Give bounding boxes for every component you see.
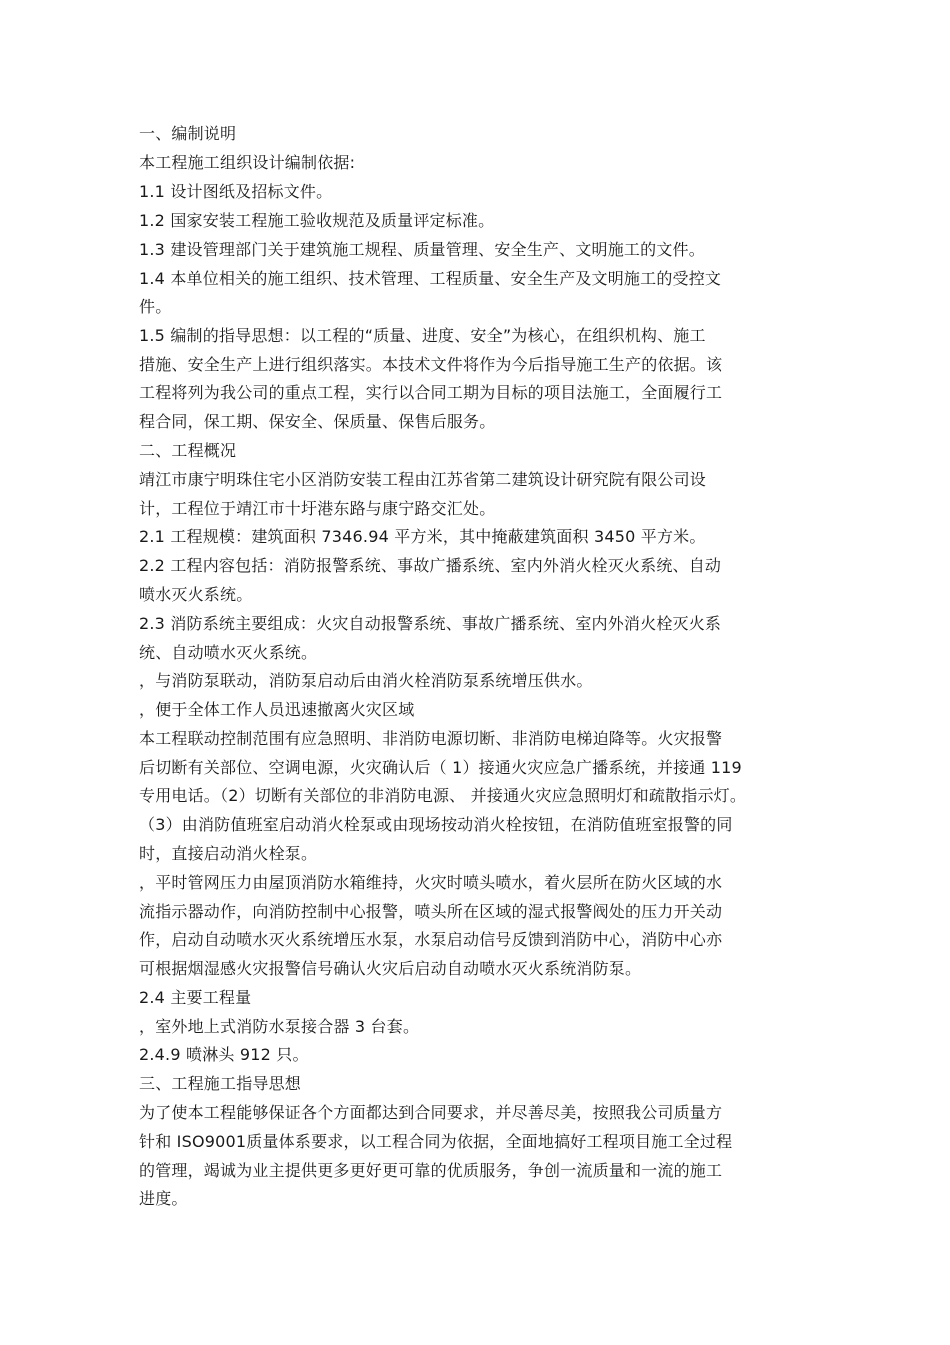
- paragraph-line: 2.3 消防系统主要组成：火灾自动报警系统、事故广播系统、室内外消火栓灭火系: [139, 614, 722, 633]
- paragraph-line: 1.1 设计图纸及招标文件。: [139, 182, 333, 201]
- paragraph-line: 作，启动自动喷水灭火系统增压水泵，水泵启动信号反馈到消防中心，消防中心亦: [139, 930, 723, 949]
- paragraph-line: 工程将列为我公司的重点工程，实行以合同工期为目标的项目法施工，全面履行工: [139, 383, 723, 402]
- paragraph-line: 本工程施工组织设计编制依据:: [139, 153, 356, 172]
- heading-main-quantities: 2.4 主要工程量: [139, 988, 252, 1007]
- paragraph-line: 件。: [139, 297, 172, 316]
- paragraph-line: ，室外地上式消防水泵接合器 3 台套。: [139, 1017, 420, 1036]
- heading-project-overview: 二、工程概况: [139, 441, 237, 460]
- paragraph-line: 后切断有关部位、空调电源，火灾确认后（ 1）接通火灾应急广播系统，并接通 119: [139, 758, 742, 777]
- paragraph-line: ，与消防泵联动，消防泵启动后由消火栓消防泵系统增压供水。: [139, 671, 593, 690]
- paragraph-line: 1.2 国家安装工程施工验收规范及质量评定标准。: [139, 211, 495, 230]
- paragraph-line: 1.4 本单位相关的施工组织、技术管理、工程质量、安全生产及文明施工的受控文: [139, 269, 722, 288]
- paragraph-line: 1.3 建设管理部门关于建筑施工规程、质量管理、安全生产、文明施工的文件。: [139, 240, 705, 259]
- paragraph-line: 的管理，竭诚为业主提供更多更好更可靠的优质服务，争创一流质量和一流的施工: [139, 1161, 723, 1180]
- paragraph-line: 措施、安全生产上进行组织落实。本技术文件将作为今后指导施工生产的依据。该: [139, 355, 723, 374]
- paragraph-line: 为了使本工程能够保证各个方面都达到合同要求，并尽善尽美，按照我公司质量方: [139, 1103, 723, 1122]
- paragraph-line: ，平时管网压力由屋顶消防水箱维持，火灾时喷头喷水，着火层所在防火区域的水: [139, 873, 723, 892]
- paragraph-line: 专用电话。（2）切断有关部位的非消防电源、 并接通火灾应急照明灯和疏散指示灯。: [139, 786, 747, 805]
- paragraph-line: 进度。: [139, 1189, 188, 1208]
- paragraph-line: ，便于全体工作人员迅速撤离火灾区域: [139, 700, 415, 719]
- paragraph-line: 2.1 工程规模：建筑面积 7346.94 平方米，其中掩蔽建筑面积 3450 平方米。: [139, 527, 706, 546]
- paragraph-line: 本工程联动控制范围有应急照明、非消防电源切断、非消防电梯迫降等。火灾报警: [139, 729, 723, 748]
- paragraph-line: 2.4.9 喷淋头 912 只。: [139, 1045, 309, 1064]
- paragraph-line: 针和 ISO9001质量体系要求，以工程合同为依据，全面地搞好工程项目施工全过程: [139, 1132, 733, 1151]
- paragraph-line: 流指示器动作，向消防控制中心报警，喷头所在区域的湿式报警阀处的压力开关动: [139, 902, 723, 921]
- paragraph-line: 统、自动喷水灭火系统。: [139, 643, 318, 662]
- paragraph-line: 喷水灭火系统。: [139, 585, 253, 604]
- paragraph-line: （3）由消防值班室启动消火栓泵或由现场按动消火栓按钮，在消防值班室报警的同: [139, 815, 733, 834]
- paragraph-line: 靖江市康宁明珠住宅小区消防安装工程由江苏省第二建筑设计研究院有限公司设: [139, 470, 707, 489]
- paragraph-line: 程合同，保工期、保安全、保质量、保售后服务。: [139, 412, 496, 431]
- paragraph-line: 2.2 工程内容包括：消防报警系统、事故广播系统、室内外消火栓灭火系统、自动: [139, 556, 722, 575]
- paragraph-line: 1.5 编制的指导思想：以工程的“质量、进度、安全”为核心，在组织机构、施工: [139, 326, 706, 345]
- paragraph-line: 计，工程位于靖江市十圩港东路与康宁路交汇处。: [139, 499, 496, 518]
- paragraph-line: 时，直接启动消火栓泵。: [139, 844, 318, 863]
- heading-compilation-notes: 一、编制说明: [139, 124, 237, 143]
- paragraph-line: 可根据烟湿感火灾报警信号确认火灾后启动自动喷水灭火系统消防泵。: [139, 959, 642, 978]
- heading-guiding-ideas: 三、工程施工指导思想: [139, 1074, 302, 1093]
